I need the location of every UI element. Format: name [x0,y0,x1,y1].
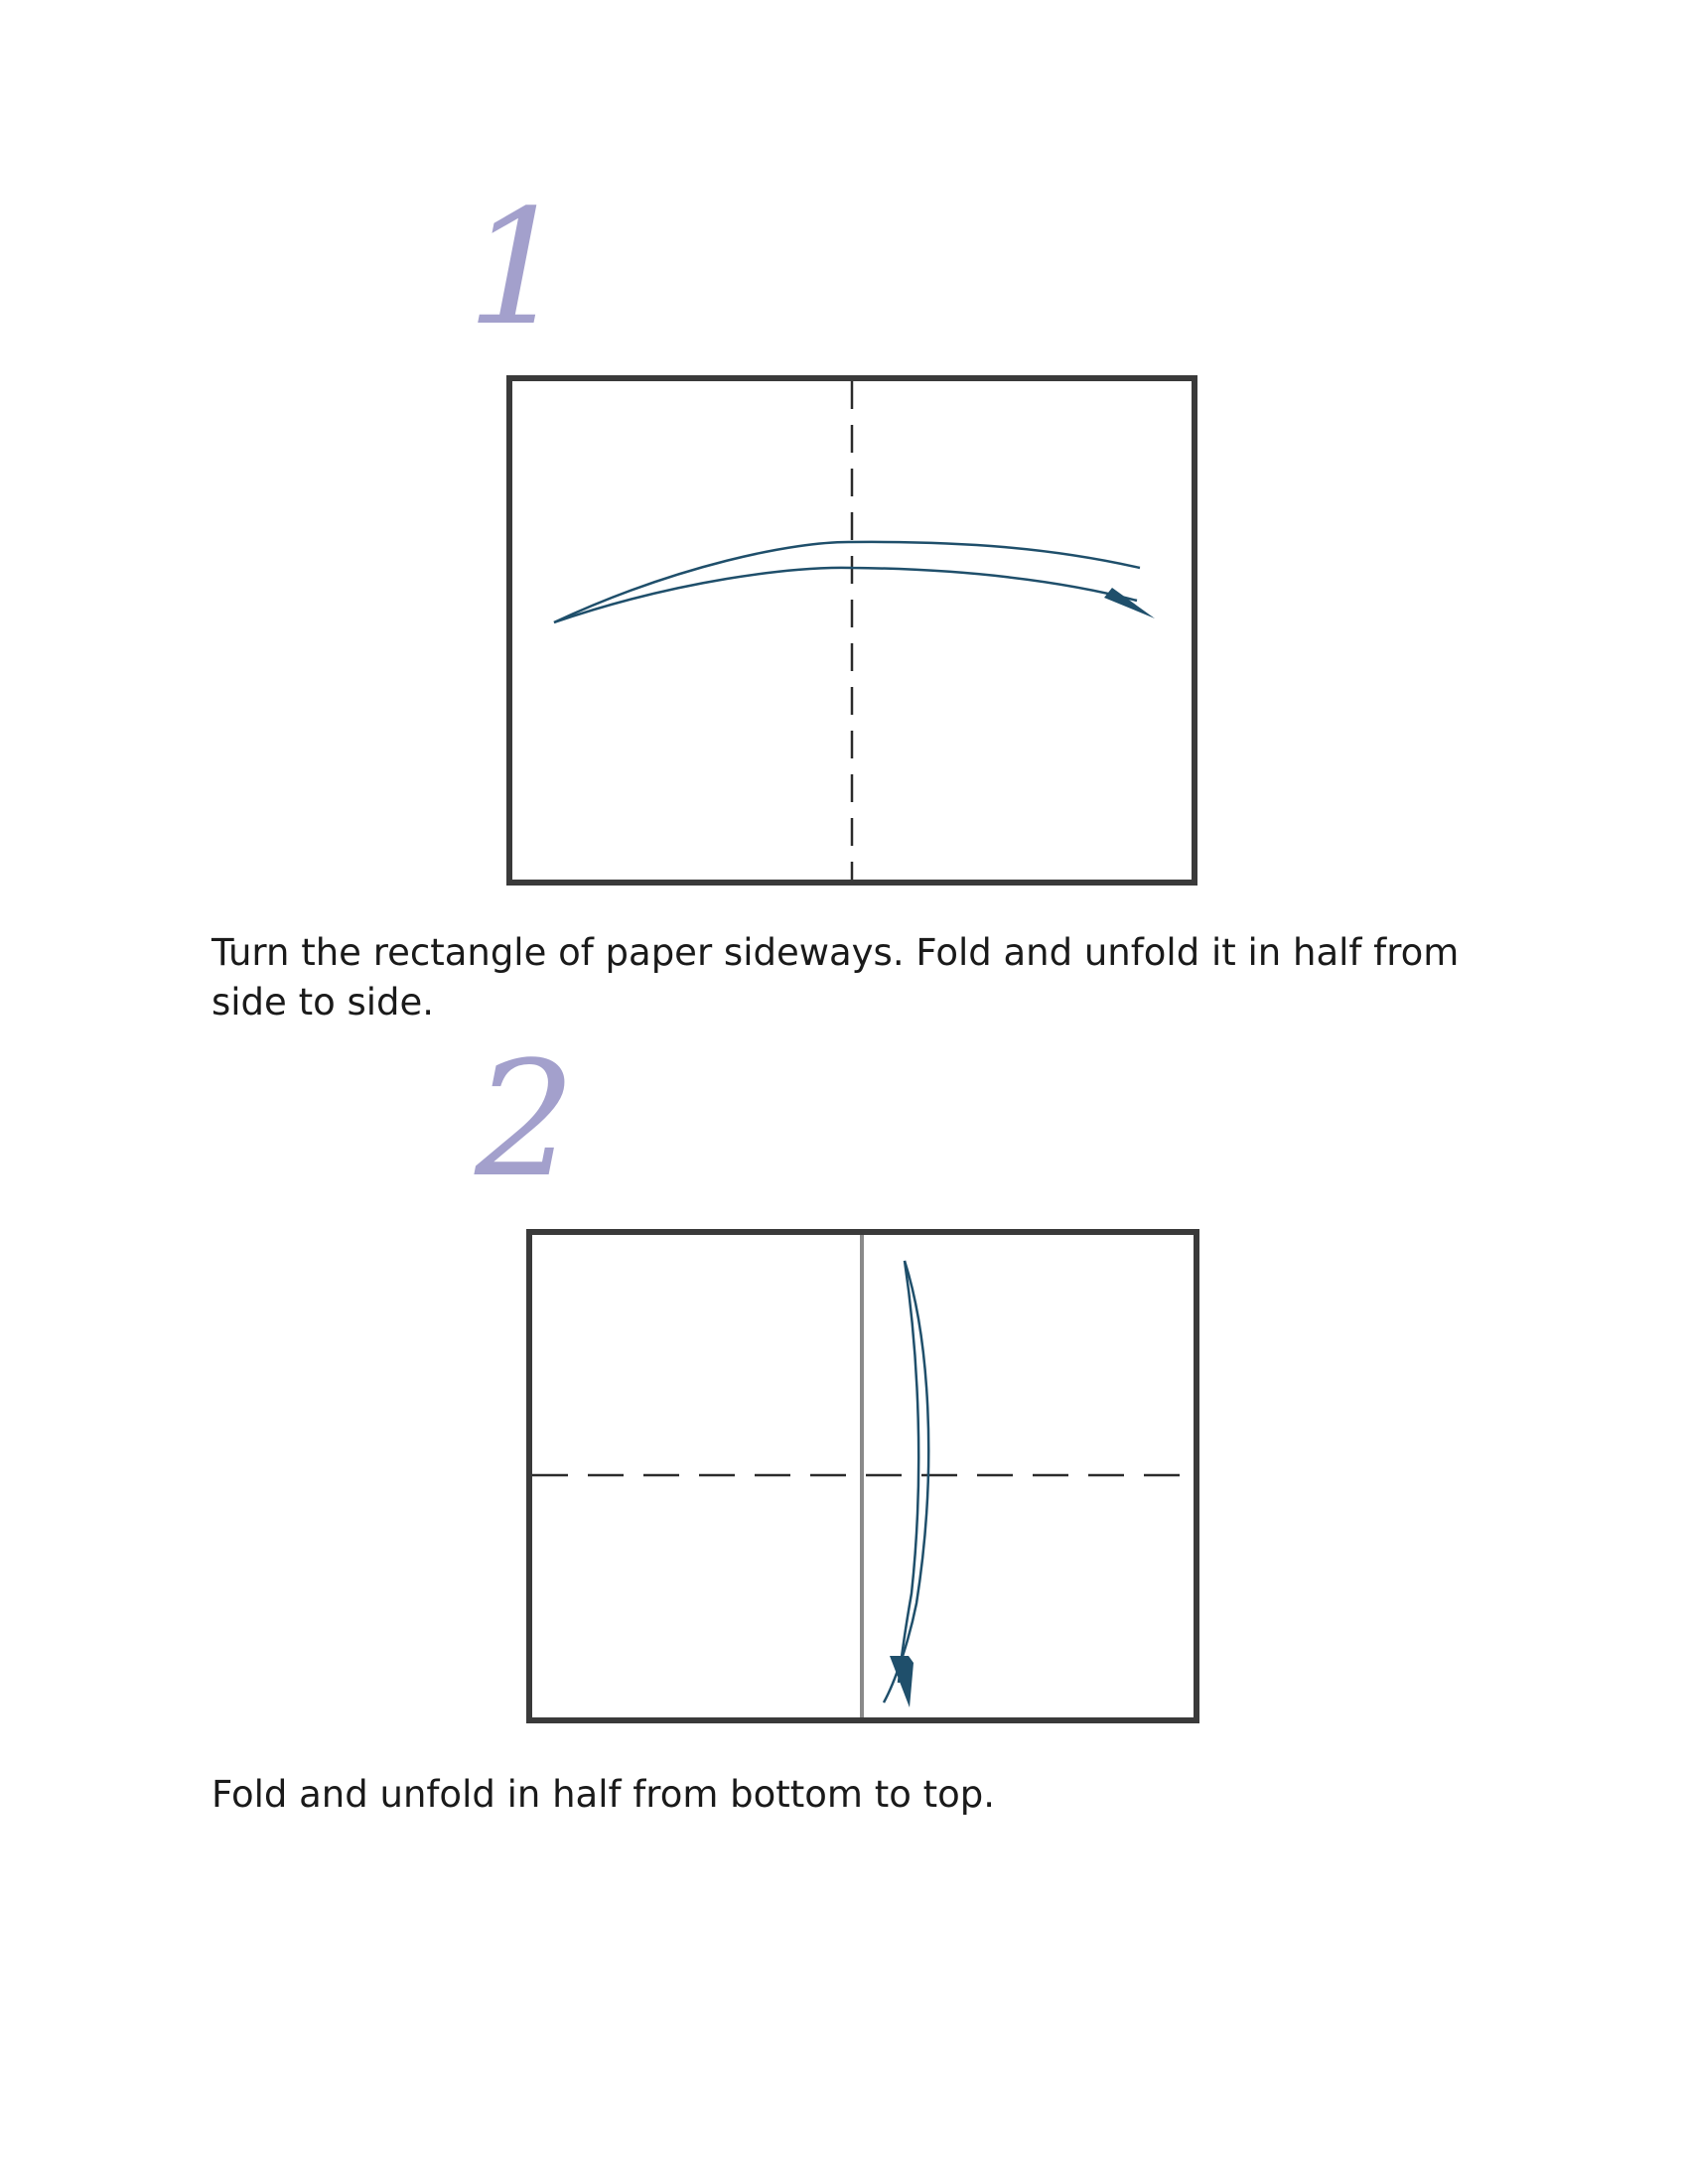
step-2-number: 2 [475,1026,576,1212]
step-1-diagram [496,357,1221,893]
rectangle-paper-icon [509,378,1195,883]
step-1-number: 1 [467,175,568,360]
step-2-diagram [511,1216,1221,1737]
step-2-caption: Fold and unfold in half from bottom to top. [211,1773,996,1816]
step-1-caption: Turn the rectangle of paper sideways. Fold and unfold it in half from side to side. [211,931,1460,1024]
